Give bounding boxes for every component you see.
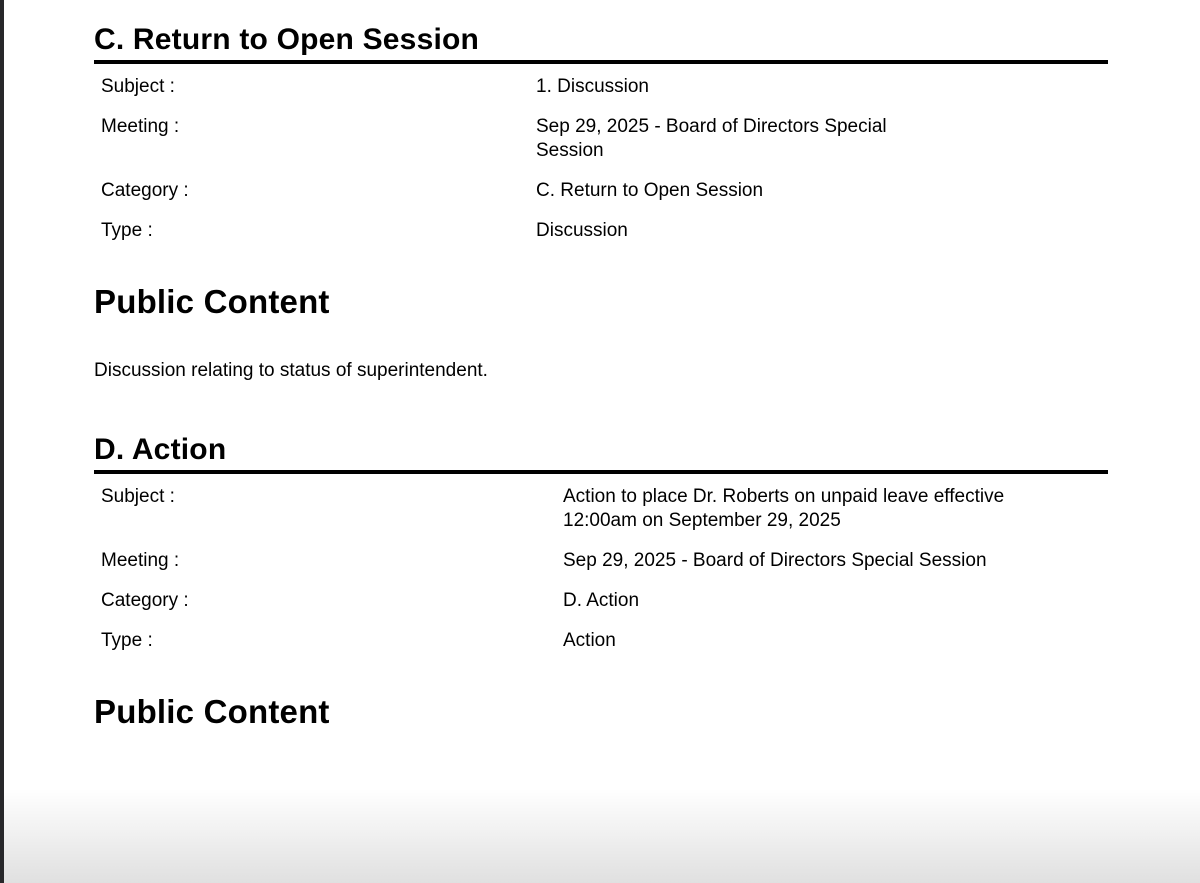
- field-label-meeting: Meeting :: [101, 550, 180, 571]
- field-value-meeting: Sep 29, 2025 - Board of Directors Special Session: [536, 116, 887, 161]
- agenda-meta-table: [94, 477, 1108, 661]
- section-heading: C. Return to Open Session: [94, 23, 1108, 64]
- table-row: [94, 477, 1108, 541]
- agenda-section-c: [94, 23, 1108, 383]
- agenda-section-d: [94, 433, 1108, 731]
- public-content-body: Discussion relating to status of superintendent.: [94, 360, 488, 381]
- field-label-meeting: Meeting :: [101, 116, 180, 137]
- field-value-subject: Action to place Dr. Roberts on unpaid leave effective 12:00am on September 29, 2025: [563, 486, 1005, 531]
- table-row: [94, 171, 1108, 211]
- page-left-edge: [0, 0, 4, 883]
- field-value-type: Action: [563, 630, 616, 651]
- field-value-subject: 1. Discussion: [536, 76, 649, 97]
- field-value-meeting: Sep 29, 2025 - Board of Directors Special Session: [563, 550, 987, 571]
- section-heading: D. Action: [94, 433, 1108, 474]
- field-label-subject: Subject :: [101, 486, 175, 507]
- field-value-category: D. Action: [563, 590, 640, 611]
- document-page: [94, 0, 1108, 731]
- table-row: [94, 581, 1108, 621]
- table-row: [94, 541, 1108, 581]
- table-row: [94, 107, 1108, 171]
- table-row: [94, 211, 1108, 251]
- table-row: [94, 67, 1108, 107]
- field-label-type: Type :: [101, 630, 153, 651]
- field-value-type: Discussion: [536, 220, 628, 241]
- page-bottom-fade: [4, 788, 1200, 883]
- field-label-subject: Subject :: [101, 76, 175, 97]
- field-label-category: Category :: [101, 590, 189, 611]
- field-label-type: Type :: [101, 220, 153, 241]
- agenda-meta-table: [94, 67, 1108, 251]
- public-content-heading: Public Content: [94, 693, 330, 730]
- public-content-heading: Public Content: [94, 283, 330, 320]
- table-row: [94, 621, 1108, 661]
- field-label-category: Category :: [101, 180, 189, 201]
- field-value-category: C. Return to Open Session: [536, 180, 764, 201]
